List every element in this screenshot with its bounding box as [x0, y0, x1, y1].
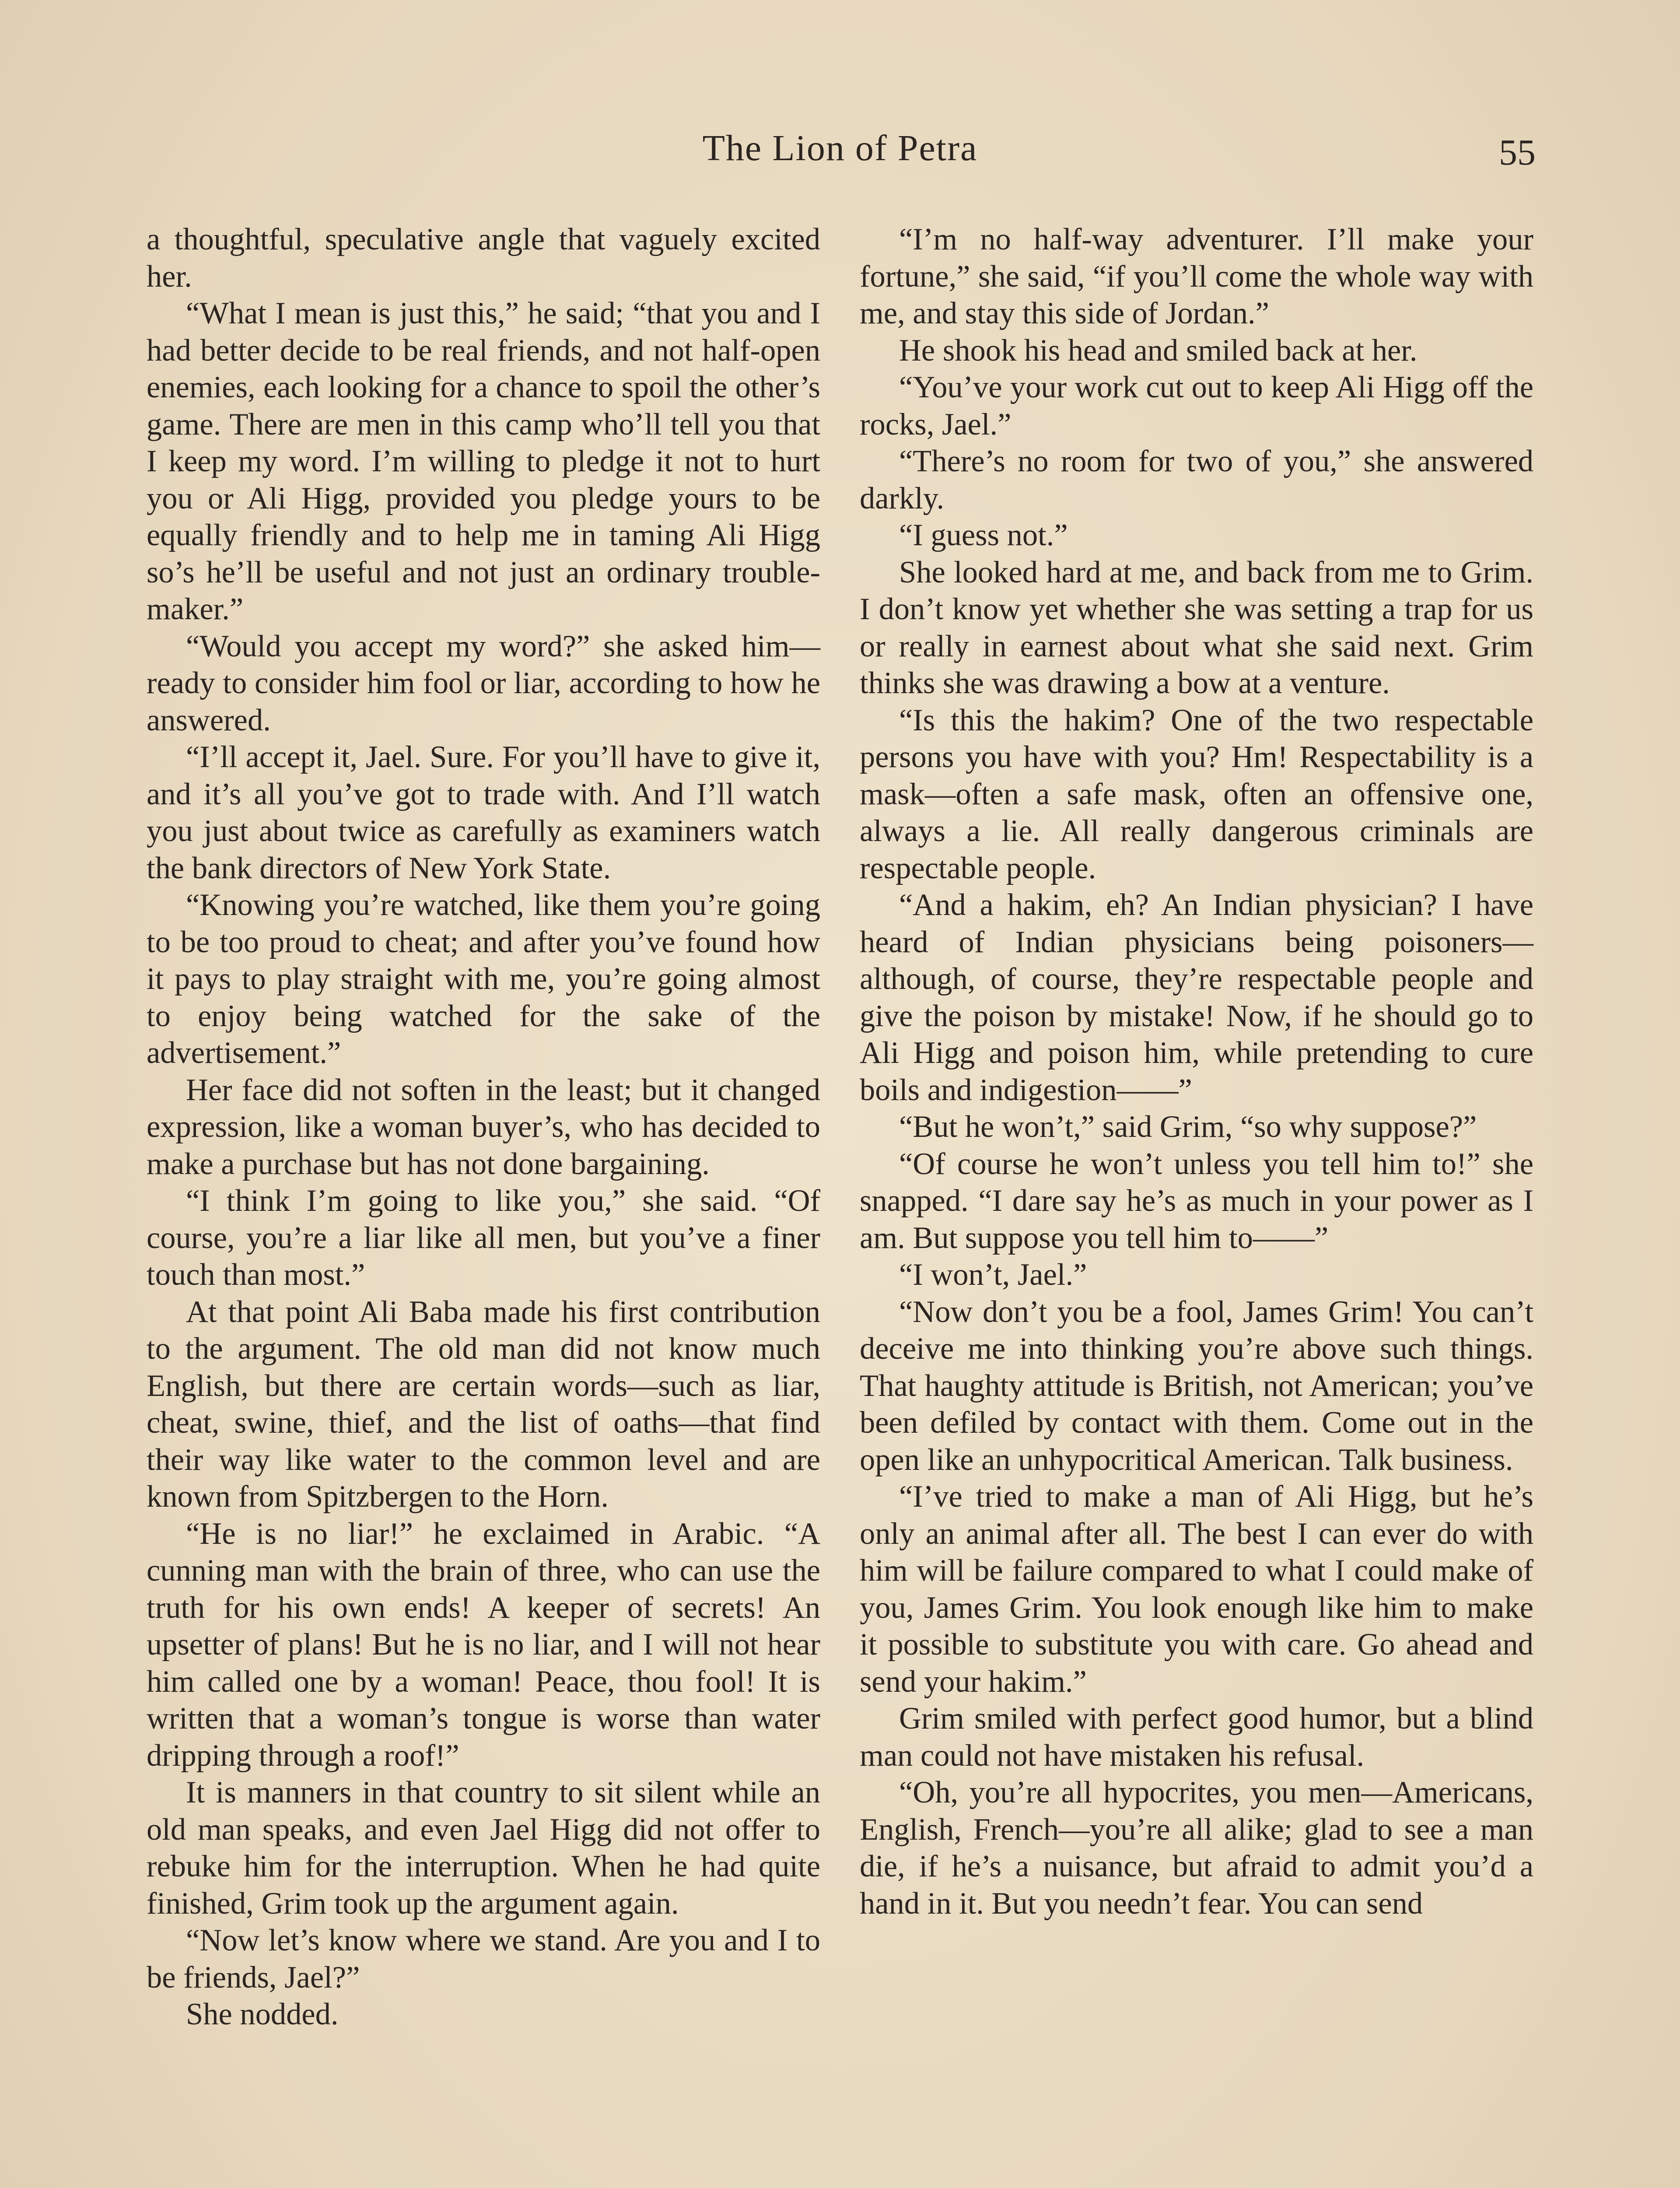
paragraph: “He is no liar!” he exclaimed in Arabic. “A cunning man with the brain of three, who can use the truth for his own ends! A keeper of secrets! An upsetter of plans! But he is no liar, and I will not hear him called one by a woman! Peace, thou fool! It is written that a woman’s tongue is worse than water dripping through a roof!”	[147, 1516, 820, 1773]
paragraph: “Would you accept my word?” she asked him—ready to consider him fool or liar, according to how he answered.	[147, 629, 820, 737]
page-header	[144, 127, 1536, 188]
paragraph: “I guess not.”	[899, 518, 1068, 552]
paragraph: “There’s no room for two of you,” she answered darkly.	[860, 444, 1533, 515]
paragraph: “But he won’t,” said Grim, “so why suppose?”	[899, 1110, 1477, 1144]
text-columns	[147, 221, 1533, 2188]
paragraph: “I’m no half-way adventurer. I’ll make your fortune,” she said, “if you’ll come the whole way with me, and stay this side of Jordan.”	[860, 222, 1533, 330]
paragraph: “Of course he won’t unless you tell him to!” she snapped. “I dare say he’s as much in your power as I am. But suppose you tell him to——”	[860, 1147, 1533, 1255]
paragraph: “Now let’s know where we stand. Are you and I to be friends, Jael?”	[147, 1923, 820, 1995]
paragraph: Grim smiled with perfect good humor, but a blind man could not have mistaken his refusal.	[860, 1701, 1533, 1773]
left-column	[147, 221, 820, 2033]
paragraph: a thoughtful, speculative angle that vaguely excited her.	[147, 222, 820, 294]
paragraph: “Is this the hakim? One of the two respectable persons you have with you? Hm! Respectability is a mask—often a safe mask, often an offensive one, always a lie. All really dangerous criminals are respectable people.	[860, 703, 1533, 885]
paragraph: “Knowing you’re watched, like them you’re going to be too proud to cheat; and after you’ve found how it pays to play straight with me, you’re going almost to enjoy being watched for the sake of the advertisement.”	[147, 888, 820, 1070]
paragraph: “I won’t, Jael.”	[899, 1258, 1087, 1292]
paragraph: “Oh, you’re all hypocrites, you men—Americans, English, French—you’re all alike; glad to see a man die, if he’s a nuisance, but afraid to admit you’d a hand in it. But you needn’t fear. You can send	[860, 1775, 1533, 1921]
paragraph: “I’ve tried to make a man of Ali Higg, but he’s only an animal after all. The best I can ever do with him will be failure compared to what I could make of you, James Grim. You look enough like him to make it possible to substitute you with care. Go ahead and send your hakim.”	[860, 1480, 1533, 1699]
paragraph: “Now don’t you be a fool, James Grim! You can’t deceive me into thinking you’re above such things. That haughty attitude is British, not American; you’ve been defiled by contact with them. Come out in the open like an unhypocritical American. Talk business.	[860, 1294, 1533, 1477]
right-column	[860, 221, 1533, 1922]
paragraph: She looked hard at me, and back from me to Grim. I don’t know yet whether she was setting a trap for us or really in earnest about what she said next. Grim thinks she was drawing a bow at a venture.	[860, 555, 1533, 700]
paragraph: He shook his head and smiled back at her.	[899, 333, 1418, 368]
paragraph: “You’ve your work cut out to keep Ali Higg off the rocks, Jael.”	[860, 370, 1533, 442]
paragraph: “What I mean is just this,” he said; “that you and I had better decide to be real friends, and not half-open enemies, each looking for a chance to spoil the other’s game. There are men in this camp who’ll tell you that I keep my word. I’m willing to pledge it not to hurt you or Ali Higg, provided you pledge yours to be equally friendly and to help me in taming Ali Higg so’s he’ll be useful and not just an ordinary trouble-maker.”	[147, 296, 820, 626]
paragraph: “I’ll accept it, Jael. Sure. For you’ll have to give it, and it’s all you’ve got to trade with. And I’ll watch you just about twice as carefully as examiners watch the bank directors of New York State.	[147, 740, 820, 885]
running-title: The Lion of Petra	[702, 128, 978, 168]
paragraph: She nodded.	[186, 1997, 339, 2031]
page-number: 55	[1499, 132, 1536, 173]
paragraph: At that point Ali Baba made his first contribution to the argument. The old man did not know much English, but there are certain words—such as liar, cheat, swine, thief, and the list of oaths—that find their way like water to the common level and are known from Spitzbergen to the Horn.	[147, 1294, 820, 1514]
paragraph: It is manners in that country to sit silent while an old man speaks, and even Jael Higg did not offer to rebuke him for the interruption. When he had quite finished, Grim took up the argument again.	[147, 1775, 820, 1921]
paragraph: Her face did not soften in the least; but it changed expression, like a woman buyer’s, who has decided to make a purchase but has not done bargaining.	[147, 1073, 820, 1181]
paragraph: “And a hakim, eh? An Indian physician? I have heard of Indian physicians being poisoners—although, of course, they’re respectable people and give the poison by mistake! Now, if he should go to Ali Higg and poison him, while pretending to cure boils and indigestion——”	[860, 888, 1533, 1107]
paragraph: “I think I’m going to like you,” she said. “Of course, you’re a liar like all men, but you’ve a finer touch than most.”	[147, 1184, 820, 1292]
